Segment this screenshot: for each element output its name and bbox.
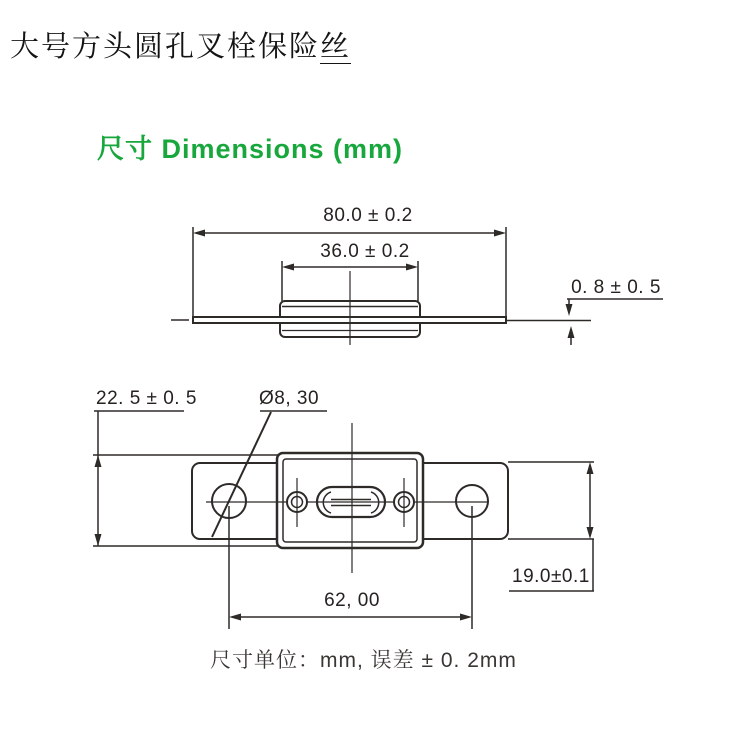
arrowhead-up bbox=[587, 462, 594, 474]
arrowhead bbox=[406, 264, 418, 271]
dim-hole-diameter-label: Ø8, 30 bbox=[259, 388, 320, 409]
arrowhead-up bbox=[95, 455, 102, 467]
arrowhead-down bbox=[95, 534, 102, 546]
arrowhead bbox=[229, 614, 241, 621]
page-title-main: 大号方头圆孔叉栓保险 bbox=[10, 29, 321, 63]
arrowhead bbox=[460, 614, 472, 621]
arrowhead bbox=[494, 230, 506, 237]
dim-overall-length-label: 80.0 ± 0.2 bbox=[323, 205, 413, 226]
page-title-underlined-char: 丝 bbox=[320, 29, 352, 63]
units-footnote: 尺寸单位：mm, 误差 ± 0. 2mm bbox=[210, 649, 517, 672]
arrowhead-down bbox=[587, 527, 594, 539]
arrowhead bbox=[282, 264, 294, 271]
arrowhead-up bbox=[568, 326, 575, 338]
dim-hole-spacing-label: 62, 00 bbox=[324, 590, 380, 611]
arrowhead-down bbox=[566, 304, 573, 316]
dim-body-height-label: 22. 5 ± 0. 5 bbox=[96, 388, 197, 409]
dimensions-section-heading: 尺寸 Dimensions (mm) bbox=[97, 134, 404, 164]
arrowhead bbox=[193, 230, 205, 237]
dim-blade-thickness-label: 0. 8 ± 0. 5 bbox=[571, 277, 661, 298]
dim-blade-width-label: 19.0±0.1 bbox=[512, 566, 590, 587]
dim-body-length-label: 36.0 ± 0.2 bbox=[320, 241, 410, 262]
